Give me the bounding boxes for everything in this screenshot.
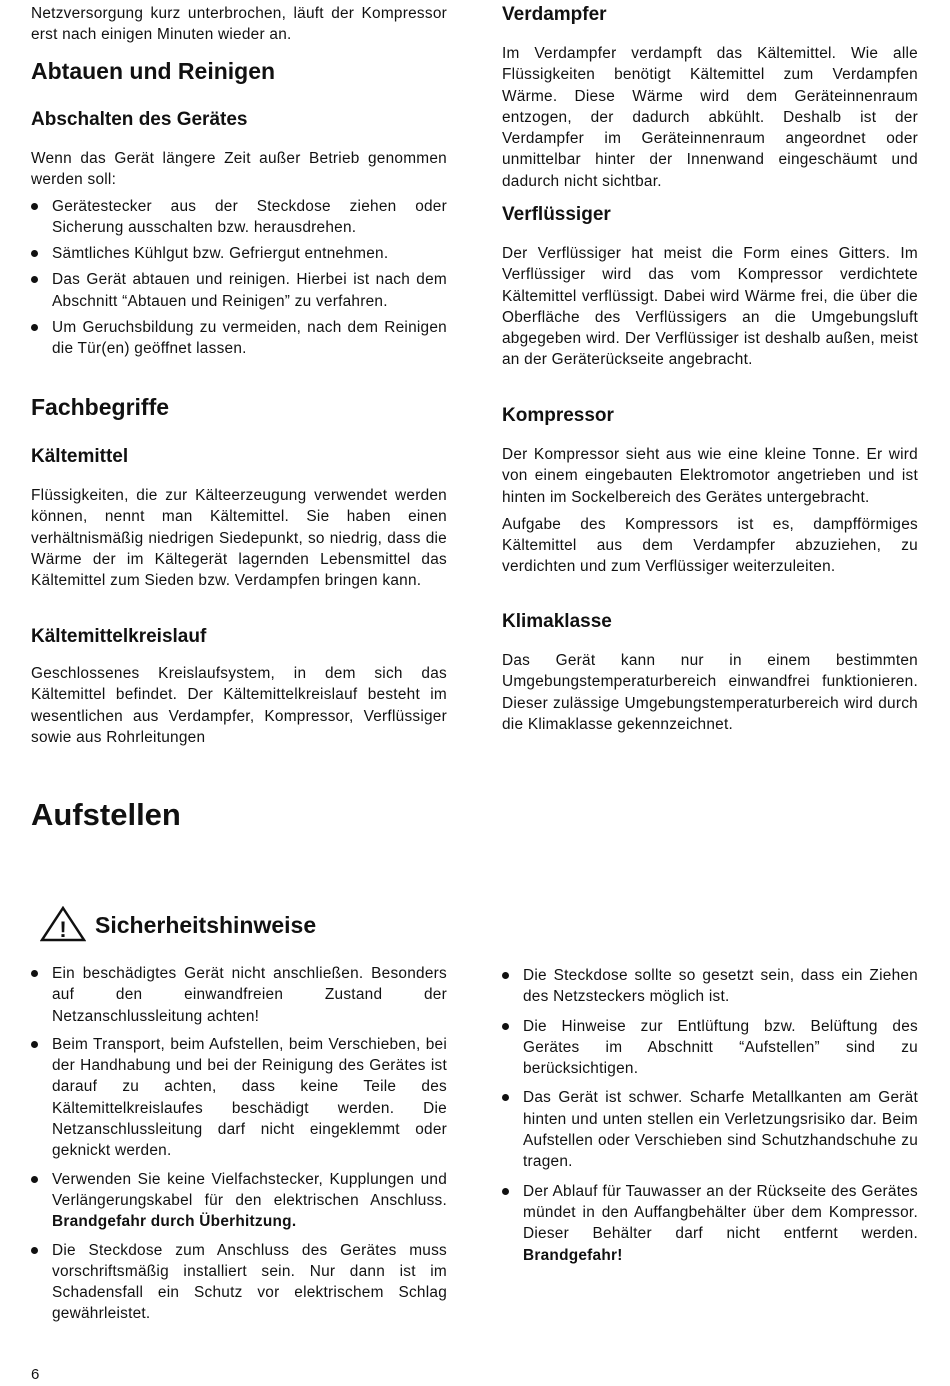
warning-bold: Brandgefahr durch Überhitzung.	[52, 1213, 297, 1231]
kompressor-heading: Kompressor	[502, 405, 614, 426]
kreislauf-text: Geschlossenes Kreislaufsystem, in dem sich das Kältemittel befindet. Der Kältemittelkreislauf besteht im wesentlichen aus Verdampfer, Kompressor, Verflüssiger sowie aus Rohrleitungen	[31, 665, 447, 746]
bullet-icon	[31, 324, 38, 331]
kaeltemittel-text: Flüssigkeiten, die zur Kälteerzeugung verwendet werden können, nennt man Kältemittel. Sie haben einen verhältnismäßig niedrigen Siedepunkt, so niedrig, dass die Wärme der im Kältegerät lagernden Lebensmittel das Kältemittel zum Sieden bzw. Verdampfen bringen kann.	[31, 487, 447, 590]
abschalten-intro: Wenn das Gerät längere Zeit außer Betrieb genommen werden soll:	[31, 150, 447, 189]
page-number: 6	[31, 1366, 40, 1383]
fachbegriffe-heading: Fachbegriffe	[31, 394, 170, 420]
bullet-icon	[502, 972, 509, 979]
verdampfer-section	[502, 3, 918, 197]
abtauen-section	[31, 57, 447, 85]
verfluessiger-heading: Verflüssiger	[502, 204, 611, 225]
kompressor-section	[502, 404, 918, 583]
kompressor-text-1: Der Kompressor sieht aus wie eine kleine Tonne. Er wird von einem eingebauten Elektromotor angetrieben und ist hinten im Sockelbereich des Gerätes untergebracht.	[502, 446, 918, 506]
list-item: Verwenden Sie keine Vielfachstecker, Kupplungen und Verlängerungskabel für den elektrischen Anschluss. Brandgefahr durch Überhitzung.	[31, 1169, 447, 1233]
bullet-icon	[31, 970, 38, 977]
verfluessiger-section	[502, 203, 918, 376]
list-item: Beim Transport, beim Aufstellen, beim Verschieben, bei der Handhabung und bei der Reinigung des Gerätes ist darauf zu achten, dass keine Teile des Kältemittelkreislaufes beschädigt werden. Die Netzanschlussleitung darf nicht eingeklemmt oder geknickt werden.	[31, 1034, 447, 1162]
bullet-icon	[502, 1023, 509, 1030]
verdampfer-text: Im Verdampfer verdampft das Kältemittel. Wie alle Flüssigkeiten benötigt Kältemittel zum Verdampfen Wärme. Diese Wärme wird dem Geräteinnenraum entzogen, der dadurch abkühlt. Deshalb ist der Verdampfer im Geräteinnenraum angeordnet oder unmittelbar hinter der Innenwand eingeschäumt und dadurch nicht sichtbar.	[502, 45, 918, 190]
left-column	[31, 3, 447, 51]
verfluessiger-text: Der Verflüssiger hat meist die Form eines Gitters. Im Verflüssiger wird das vom Kompressor verdichtete Kältemittel verflüssigt. Dabei wird Wärme frei, die über die Oberfläche des Verflüssigers an die Umgebungsluft abgegeben wird. Der Verflüssiger ist deshalb außen, meist an der Geräterückseite angebracht.	[502, 245, 918, 369]
kreislauf-heading: Kältemittelkreislauf	[31, 626, 207, 647]
list-item: Das Gerät abtauen und reinigen. Hierbei ist nach dem Abschnitt “Abtauen und Reinigen” zu verfahren.	[31, 269, 447, 312]
kaeltemittel-section	[31, 445, 447, 596]
klimaklasse-section	[502, 610, 918, 740]
bullet-icon	[31, 1247, 38, 1254]
abschalten-heading: Abschalten des Gerätes	[31, 109, 248, 130]
bullet-icon	[31, 1176, 38, 1183]
aufstellen-heading: Aufstellen	[31, 797, 181, 832]
klimaklasse-heading: Klimaklasse	[502, 611, 612, 632]
abtauen-heading: Abtauen und Reinigen	[31, 58, 276, 84]
abschalten-list	[31, 196, 447, 360]
list-item: Sämtliches Kühlgut bzw. Gefriergut entnehmen.	[31, 243, 447, 264]
bullet-icon	[31, 1041, 38, 1048]
bullet-icon	[502, 1188, 509, 1195]
safety-right-column	[502, 965, 918, 1266]
verdampfer-heading: Verdampfer	[502, 4, 607, 25]
bullet-icon	[31, 203, 38, 210]
list-item: Ein beschädigtes Gerät nicht anschließen. Besonders auf den einwandfreien Zustand der Netzanschlussleitung achten!	[31, 963, 447, 1027]
kompressor-text-2: Aufgabe des Kompressors ist es, dampfförmiges Kältemittel aus dem Verdampfer abzuziehen, zu verdichten und zum Verflüssiger weiterzuleiten.	[502, 515, 918, 576]
intro-text: Netzversorgung kurz unterbrochen, läuft der Kompressor erst nach einigen Minuten wieder an.	[31, 5, 447, 44]
warning-icon-glyph: !	[59, 917, 67, 942]
bullet-icon	[502, 1094, 509, 1101]
list-item: Der Ablauf für Tauwasser an der Rückseite des Gerätes mündet in den Auffangbehälter über dem Kompressor. Dieser Behälter darf nicht entfernt werden. Brandgefahr!	[502, 1181, 918, 1266]
warning-icon	[40, 906, 86, 947]
safety-list-left	[31, 963, 447, 1325]
safety-heading: Sicherheitshinweise	[95, 912, 317, 938]
kaeltemittel-heading: Kältemittel	[31, 446, 129, 467]
list-item: Um Geruchsbildung zu vermeiden, nach dem Reinigen die Tür(en) geöffnet lassen.	[31, 317, 447, 360]
list-item: Die Steckdose sollte so gesetzt sein, dass ein Ziehen des Netzsteckers möglich ist.	[502, 965, 918, 1008]
safety-left-column	[31, 963, 447, 1325]
warning-bold: Brandgefahr!	[523, 1246, 623, 1264]
list-item: Das Gerät ist schwer. Scharfe Metallkanten am Gerät hinten und unten stellen ein Verletzungsrisiko dar. Beim Aufstellen oder Verschieben sind Schutzhandschuhe zu tragen.	[502, 1087, 918, 1172]
bullet-icon	[31, 250, 38, 257]
list-item: Die Steckdose zum Anschluss des Gerätes muss vorschriftsmäßig installiert sein. Nur dann ist im Schadensfall ein Schutz vor elektrischem Schlag gewährleistet.	[31, 1240, 447, 1325]
abschalten-section	[31, 108, 447, 360]
bullet-icon	[31, 276, 38, 283]
list-item: Die Hinweise zur Entlüftung bzw. Belüftung des Gerätes im Abschnitt “Aufstellen” sind zu berücksichtigen.	[502, 1016, 918, 1080]
klimaklasse-text: Das Gerät kann nur in einem bestimmten Umgebungstemperaturbereich einwandfrei funktionieren. Dieser zulässige Umgebungstemperaturbereich wird durch die Klimaklasse gekennzeichnet.	[502, 652, 918, 733]
list-item: Gerätestecker aus der Steckdose ziehen oder Sicherung ausschalten bzw. herausdrehen.	[31, 196, 447, 239]
fachbegriffe-section	[31, 393, 447, 421]
kreislauf-section	[31, 625, 447, 753]
safety-list-right	[502, 965, 918, 1266]
